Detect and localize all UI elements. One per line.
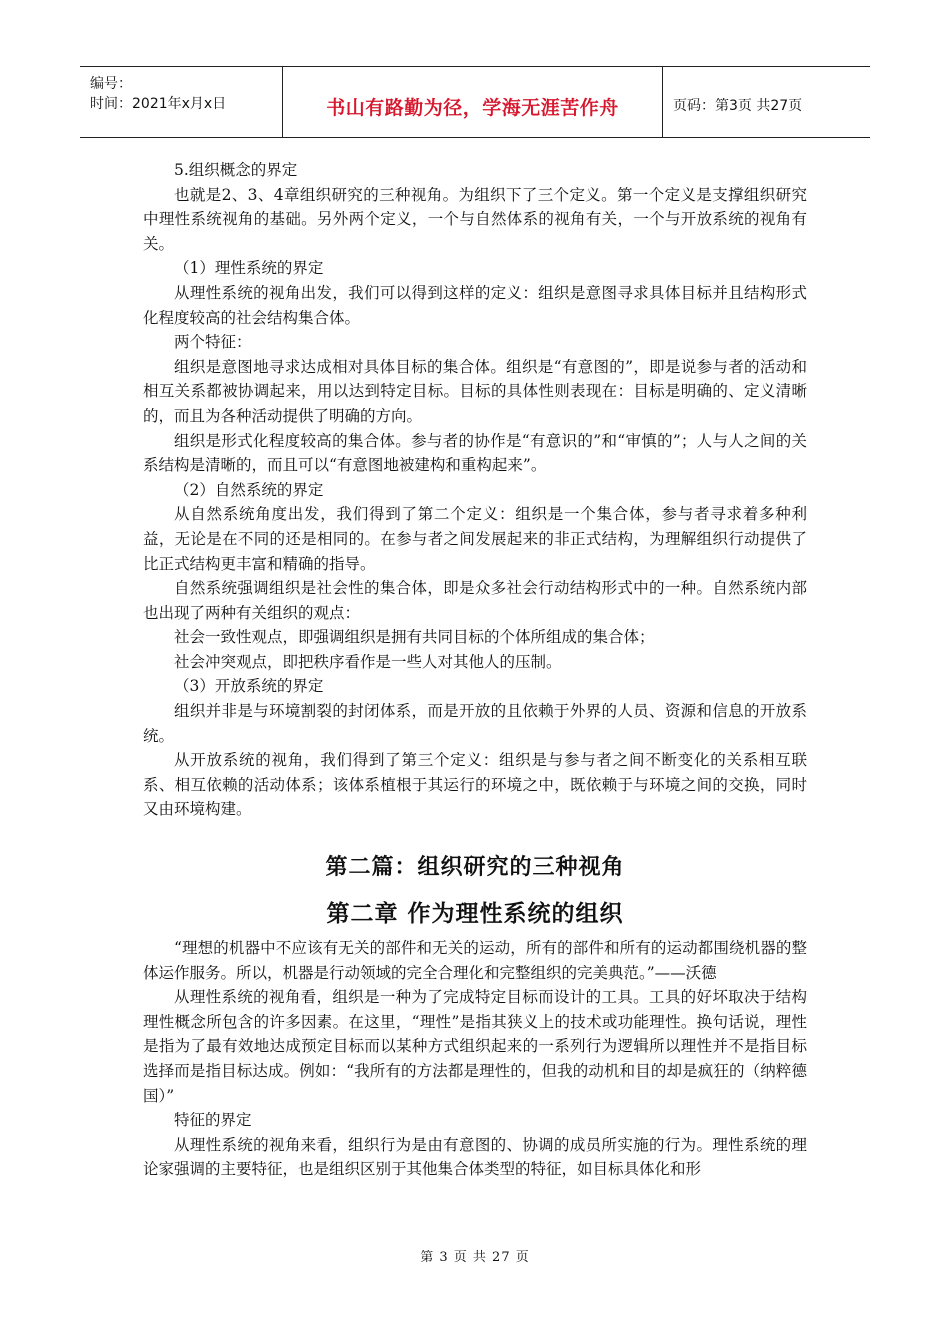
body-paragraph: 也就是2、3、4章组织研究的三种视角。为组织下了三个定义。第一个定义是支撑组织研究中理性系统视角的基础。另外两个定义，一个与自然体系的视角有关，一个与开放系统的视角有关。	[143, 185, 807, 253]
subsection-heading: （2）自然系统的界定	[174, 480, 324, 499]
body-paragraph: 从理性系统的视角来看，组织行为是由有意图的、协调的成员所实施的行为。理性系统的理论家强调的主要特征，也是组织区别于其他集合体类型的特征，如目标具体化和形	[143, 1135, 807, 1179]
subsection-heading: （3）开放系统的界定	[174, 677, 324, 696]
header-meta-cell	[80, 67, 283, 137]
body-paragraph: 社会冲突观点，即把秩序看作是一些人对其他人的压制。	[174, 652, 562, 671]
body-paragraph: 组织是意图地寻求达成相对具体目标的集合体。组织是“有意图的”，即是说参与者的活动和相互关系都被协调起来，用以达到特定目标。目标的具体性则表现在：目标是明确的、定义清晰的，而且为各种活动提供了明确的方向。	[143, 357, 807, 425]
page-footer: 第 3 页 共 27 页	[420, 1250, 530, 1265]
body-paragraph: 社会一致性观点，即强调组织是拥有共同目标的个体所组成的集合体；	[174, 628, 655, 647]
document-number-label: 编号：	[90, 76, 132, 92]
document-date-label: 时间：2021年x月x日	[90, 96, 227, 112]
section-heading: 5.组织概念的界定	[174, 161, 298, 179]
header-page-number: 页码：第3页 共27页	[673, 98, 803, 114]
body-paragraph: 从理性系统的视角出发，我们可以得到这样的定义：组织是意图寻求具体目标并且结构形式化程度较高的社会结构集合体。	[143, 283, 807, 327]
body-paragraph: 从自然系统角度出发，我们得到了第二个定义：组织是一个集合体，参与者寻求着多种利益，无论是在不同的还是相同的。在参与者之间发展起来的非正式结构，为理解组织行动提供了比正式结构更丰富和精确的指导。	[143, 505, 807, 573]
body-paragraph: 从理性系统的视角看，组织是一种为了完成特定目标而设计的工具。工具的好坏取决于结构理性概念所包含的许多因素。在这里，“理性”是指其狭义上的技术或功能理性。换句话说，理性是指为了最有效地达成预定目标而以某种方式组织起来的一系列行为逻辑所以理性并不是指目标选择而是指目标达成。例如：“我所有的方法都是理性的，但我的动机和目的却是疯狂的（纳粹德国）”	[143, 988, 807, 1105]
header-motto-cell	[283, 67, 663, 137]
body-paragraph: 组织并非是与环境割裂的封闭体系，而是开放的且依赖于外界的人员、资源和信息的开放系统。	[143, 702, 807, 745]
part-title: 第二篇：组织研究的三种视角	[325, 855, 625, 881]
chapter-title: 第二章 作为理性系统的组织	[326, 901, 624, 928]
subsection-heading: 特征的界定	[174, 1111, 252, 1130]
document-body	[143, 158, 807, 1182]
document-header	[80, 66, 870, 138]
header-motto: 书山有路勤为径，学海无涯苦作舟	[326, 97, 619, 119]
header-page-cell	[663, 67, 870, 137]
body-paragraph: 自然系统强调组织是社会性的集合体，即是众多社会行动结构形式中的一种。自然系统内部也出现了两种有关组织的观点：	[143, 579, 807, 622]
quote-paragraph: “理想的机器中不应该有无关的部件和无关的运动，所有的部件和所有的运动都围绕机器的整体运作服务。所以，机器是行动领域的完全合理化和完整组织的完美典范。”——沃德	[143, 939, 807, 982]
body-paragraph: 两个特征：	[174, 333, 252, 352]
body-paragraph: 从开放系统的视角，我们得到了第三个定义：组织是与参与者之间不断变化的关系相互联系、相互依赖的活动体系；该体系植根于其运行的环境之中，既依赖于与环境之间的交换，同时又由环境构建。	[143, 751, 807, 819]
subsection-heading: （1）理性系统的界定	[174, 259, 324, 278]
body-paragraph: 组织是形式化程度较高的集合体。参与者的协作是“有意识的”和“审慎的”；人与人之间的关系结构是清晰的，而且可以“有意图地被建构和重构起来”。	[143, 431, 807, 475]
